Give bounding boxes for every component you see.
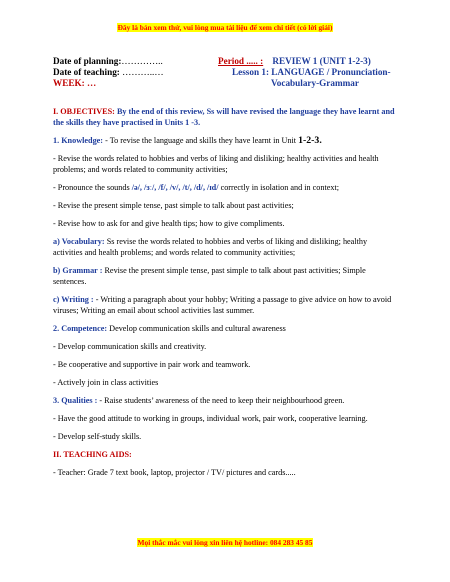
- preview-banner-text: Đây là bản xem thử, vui lòng mua tài liệu để xem chi tiết (có lời giải): [117, 23, 333, 32]
- teaching-value: ………..…: [122, 67, 164, 77]
- knowledge-paragraph: [53, 135, 396, 146]
- competence-item-3: - Actively join in class activities: [53, 378, 159, 387]
- period-review: [218, 56, 371, 67]
- objectives-intro: [53, 106, 396, 128]
- knowledge-label: 1. Knowledge:: [53, 136, 104, 145]
- competence-item-2: - Be cooperative and supportive in pair work and teamwork.: [53, 360, 251, 369]
- pronunciation-pre: - Pronounce the sounds: [53, 183, 132, 192]
- planning-value: …………..: [121, 56, 163, 66]
- vocabulary-paragraph: [53, 236, 396, 258]
- qualities-item-1: - Have the good attitude to working in groups, individual work, pair work, cooperative learning.: [53, 414, 368, 423]
- header-row-3: [53, 78, 396, 89]
- header-row-1: [53, 56, 396, 67]
- vocabulary-text: Ss revise the words related to hobbies and verbs of liking and disliking; healthy activities and health problems; and words related to community activities;: [53, 237, 368, 257]
- competence-text: Develop communication skills and cultural awareness: [107, 324, 286, 333]
- lesson-plan-document: [53, 56, 396, 485]
- qualities-paragraph: [53, 395, 396, 406]
- competence-label: 2. Competence:: [53, 324, 108, 333]
- lesson-title: Lesson 1: LANGUAGE / Pronunciation-: [232, 67, 391, 77]
- teaching-label: Date of teaching:: [53, 67, 123, 77]
- pronunciation-post: correctly in isolation and in context;: [218, 183, 340, 192]
- objectives-intro-text: By the end of this review, Ss will have revised the language they have learnt and the skills they have practised in Units 1 -3.: [53, 107, 395, 127]
- hotline-banner: [0, 538, 450, 547]
- preview-banner: [0, 23, 450, 32]
- knowledge-text: - To revise the language and skills they have learnt in Unit: [103, 136, 299, 145]
- date-of-teaching: [53, 67, 164, 78]
- knowledge-item-functions: - Revise how to ask for and give health tips; how to give compliments.: [53, 219, 285, 228]
- knowledge-item-vocabulary: - Revise the words related to hobbies and verbs of liking and disliking; healthy activities and health problems; and words related to community activities;: [53, 154, 379, 174]
- writing-text: - Writing a paragraph about your hobby; Writing a passage to give advice on how to avoid viruses; Writing an email about school activities last summer.: [53, 295, 392, 315]
- planning-label: Date of planning:: [53, 56, 122, 66]
- qualities-item-2: - Develop self-study skills.: [53, 432, 142, 441]
- period-label: Period ..... :: [218, 56, 264, 66]
- grammar-label: b) Grammar :: [53, 266, 103, 275]
- grammar-text: Revise the present simple tense, past simple to talk about past activities; Simple sentences.: [53, 266, 366, 286]
- competence-paragraph: [53, 323, 396, 334]
- qualities-text: - Raise students’ awareness of the need to keep their neighbourhood green.: [97, 396, 345, 405]
- writing-paragraph: [53, 294, 396, 316]
- lesson-title-continued: Vocabulary-Grammar: [271, 78, 359, 88]
- knowledge-units: 1-2-3.: [298, 135, 322, 146]
- competence-item-1: - Develop communication skills and creativity.: [53, 342, 207, 351]
- vocabulary-label: a) Vocabulary:: [53, 237, 105, 246]
- hotline-banner-text: Mọi thắc mắc vui lòng xin liên hệ hotline: 084 283 45 85: [137, 538, 313, 547]
- review-title: REVIEW 1 (UNIT 1-2-3): [272, 56, 371, 66]
- knowledge-item-pronunciation: [53, 182, 396, 193]
- teaching-aids-teacher: - Teacher: Grade 7 text book, laptop, projector / TV/ pictures and cards.....: [53, 468, 296, 477]
- knowledge-item-grammar: - Revise the present simple tense, past simple to talk about past activities;: [53, 201, 294, 210]
- date-of-planning: [53, 56, 163, 67]
- week-label: WEEK: …: [53, 78, 97, 88]
- pronunciation-sounds: /ə/, /ɜː/, /f/, /v/, /t/, /d/, /ɪd/: [131, 183, 219, 192]
- grammar-paragraph: [53, 265, 396, 287]
- qualities-label: 3. Qualities :: [53, 396, 98, 405]
- header-row-2: [53, 67, 396, 78]
- teaching-aids-heading: [53, 449, 396, 460]
- writing-label: c) Writing :: [53, 295, 94, 304]
- teaching-aids-title: II. TEACHING AIDS:: [53, 450, 132, 459]
- objectives-heading: I. OBJECTIVES:: [53, 107, 115, 116]
